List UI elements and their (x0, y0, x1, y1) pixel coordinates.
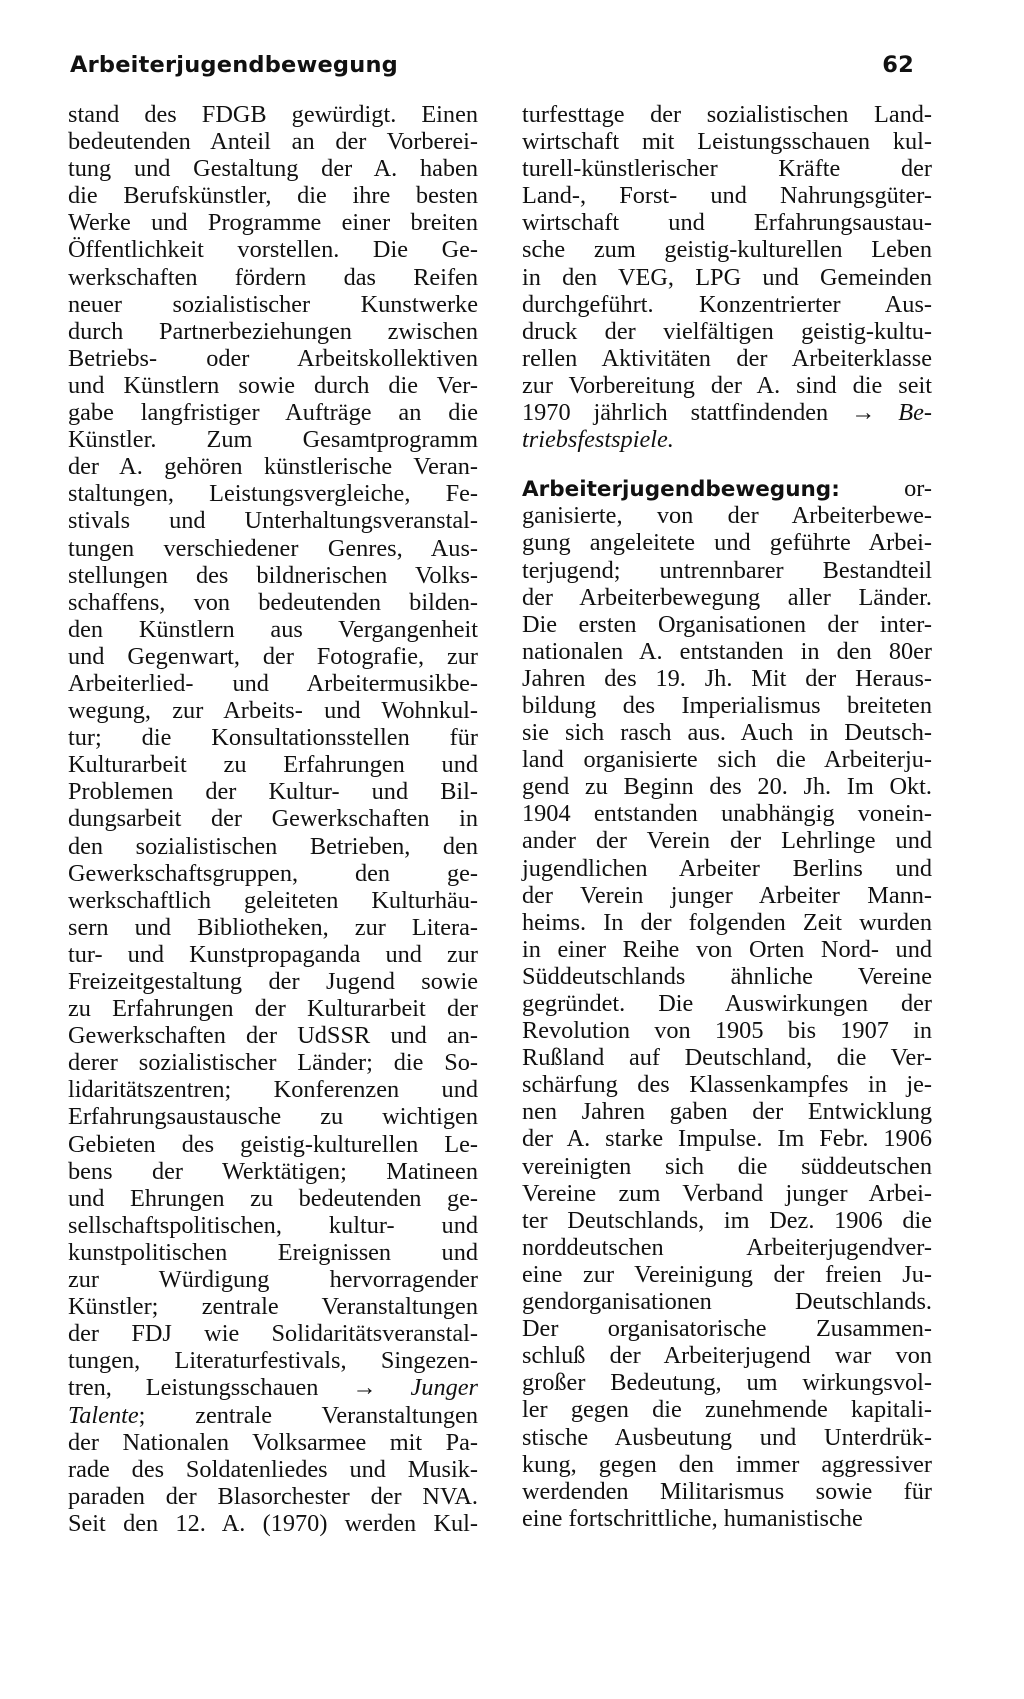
text-line: tung und Gestaltung der A. haben (68, 155, 478, 183)
entry-arbeiterjugendbewegung (522, 475, 932, 1532)
text-line: Werke und Programme einer breiten (68, 209, 478, 237)
text-line: tur; die Konsultationsstellen für (68, 724, 478, 752)
text-line: Betriebs- oder Arbeitskollektiven (68, 344, 478, 372)
text-line: Gebieten des geistig-kulturellen Le- (68, 1130, 478, 1158)
entry-headword: Arbeiterjugendbewegung: (522, 477, 840, 503)
text-line: land organisierte sich die Arbeiterju- (522, 746, 932, 774)
text-line: gegründet. Die Auswirkungen der (522, 990, 932, 1017)
text-line: tungen verschiedener Genres, Aus- (68, 534, 478, 562)
text-line: Gewerkschaften der UdSSR und an- (68, 1022, 478, 1050)
text-line: gendorganisationen Deutschlands. (522, 1288, 932, 1316)
text-line: triebsfestspiele. (522, 426, 674, 454)
text-line: zu Erfahrungen der Kulturarbeit der (68, 995, 478, 1023)
text-line: tungen, Literaturfestivals, Singezen- (68, 1347, 478, 1375)
text-line: und Ehrungen zu bedeutenden ge- (68, 1184, 478, 1212)
text-line: schärfung des Klassenkampfes in je- (522, 1071, 932, 1099)
text-line: der A. gehören künstlerische Veran- (68, 453, 478, 481)
text-line: derer sozialistischer Länder; die So- (68, 1049, 478, 1077)
text-line: Jahren des 19. Jh. Mit der Heraus- (522, 664, 932, 692)
text-line: turfesttage der sozialistischen Land- (522, 101, 932, 128)
text-line: neuer sozialistischer Kunstwerke (68, 290, 478, 318)
entry-first-line (522, 475, 932, 502)
text-line: der Nationalen Volksarmee mit Pa- (68, 1428, 478, 1456)
text-line: werdenden Militarismus sowie für (522, 1477, 932, 1505)
text-line: kunstpolitischen Ereignissen und (68, 1238, 478, 1266)
text-line: sie sich rasch aus. Auch in Deutsch- (522, 719, 932, 747)
text-line: der A. starke Impulse. Im Febr. 1906 (522, 1125, 932, 1153)
text-line: Kulturarbeit zu Erfahrungen und (68, 751, 478, 779)
text-line: sern und Bibliotheken, zur Litera- (68, 913, 478, 941)
text-line: und Künstlern sowie durch die Ver- (68, 371, 478, 399)
text-line: zur Würdigung hervorragender (68, 1266, 478, 1294)
text-line: sche zum geistig-kulturellen Leben (522, 236, 932, 264)
text-line: Künstler. Zum Gesamtprogramm (68, 426, 478, 454)
text-line: Problemen der Kultur- und Bil- (68, 778, 478, 806)
text-line: Der organisatorische Zusammen- (522, 1315, 932, 1343)
left-column (68, 101, 478, 1537)
text-line: und Gegenwart, der Fotografie, zur (68, 642, 478, 670)
text-line: Revolution von 1905 bis 1907 in (522, 1017, 932, 1045)
text-line: stische Ausbeutung und Unterdrük- (522, 1423, 932, 1451)
text-line: 1904 entstanden unabhängig vonein- (522, 800, 932, 828)
text-line: ganisierte, von der Arbeiterbewe- (522, 502, 932, 530)
text-line: der Verein junger Arbeiter Mann- (522, 881, 932, 909)
text-line: Die ersten Organisationen der inter- (522, 610, 932, 638)
text-line: jugendlichen Arbeiter Berlins und (522, 854, 932, 882)
text-line: nationalen A. entstanden in den 80er (522, 637, 932, 665)
text-line: bens der Werktätigen; Matineen (68, 1157, 478, 1185)
text-line: gabe langfristiger Aufträge an die (68, 399, 478, 427)
text-line: wegung, zur Arbeits- und Wohnkul- (68, 697, 478, 725)
text-line: nen Jahren gaben der Entwicklung (522, 1098, 932, 1126)
text-line: vereinigten sich die süddeutschen (522, 1152, 932, 1180)
entry-gap (522, 453, 932, 475)
text-line: durch Partnerbeziehungen zwischen (68, 317, 478, 345)
text-line: ter Deutschlands, im Dez. 1906 die (522, 1206, 932, 1234)
text-line: ler gegen die zunehmende kapitali- (522, 1396, 932, 1424)
page-header (70, 52, 914, 86)
text-line: gung angeleitete und geführte Arbei- (522, 529, 932, 557)
text-line: großer Bedeutung, um wirkungsvol- (522, 1369, 932, 1397)
text-line: den sozialistischen Betrieben, den (68, 832, 478, 860)
text-line: Talente; zentrale Veranstaltungen (68, 1401, 478, 1429)
text-line: turell-künstlerischer Kräfte der (522, 155, 932, 183)
text-line: stivals und Unterhaltungsveranstal- (68, 507, 478, 535)
text-line: staltungen, Leistungsvergleiche, Fe- (68, 480, 478, 508)
text-line: werkschaften fördern das Reifen (68, 263, 478, 291)
running-head: Arbeiterjugendbewegung (70, 52, 398, 78)
text-line: rade des Soldatenliedes und Musik- (68, 1455, 478, 1483)
text-line: heims. In der folgenden Zeit wurden (522, 908, 932, 936)
text-line: paraden der Blasorchester der NVA. (68, 1482, 478, 1510)
text-line: eine fortschrittliche, humanistische (522, 1504, 863, 1532)
right-column (522, 101, 932, 1532)
text-line: druck der vielfältigen geistig-kultu- (522, 317, 932, 345)
text-line: Süddeutschlands ähnliche Vereine (522, 962, 932, 990)
text-line: die Berufskünstler, die ihre besten (68, 182, 478, 210)
text-line: Seit den 12. A. (1970) werden Kul- (68, 1509, 478, 1537)
text-line: durchgeführt. Konzentrierter Aus- (522, 290, 932, 318)
text-line: zur Vorbereitung der A. sind die seit (522, 371, 932, 399)
text-line: Freizeitgestaltung der Jugend sowie (68, 968, 478, 995)
text-line: stellungen des bildnerischen Volks- (68, 561, 478, 589)
text-line: werkschaftlich geleiteten Kulturhäu- (68, 886, 478, 914)
text-line: terjugend; untrennbarer Bestandteil (522, 556, 932, 584)
text-line: bildung des Imperialismus breiteten (522, 691, 932, 719)
entry-first-line-rest: or- (904, 475, 932, 503)
text-line: den Künstlern aus Vergangenheit (68, 615, 478, 643)
text-line: eine zur Vereinigung der freien Ju- (522, 1260, 932, 1288)
text-line: Gewerkschaftsgruppen, den ge- (68, 859, 478, 887)
text-line: bedeutenden Anteil an der Vorberei- (68, 128, 478, 156)
text-line: gend zu Beginn des 20. Jh. Im Okt. (522, 773, 932, 801)
text-line: norddeutschen Arbeiterjugendver- (522, 1233, 932, 1261)
text-line: Land-, Forst- und Nahrungsgüter- (522, 182, 932, 210)
text-line: Erfahrungsaustausche zu wichtigen (68, 1103, 478, 1131)
text-line: wirtschaft mit Leistungsschauen kul- (522, 128, 932, 156)
text-line: Künstler; zentrale Veranstaltungen (68, 1293, 478, 1321)
text-line: Vereine zum Verband junger Arbei- (522, 1179, 932, 1207)
text-line: Rußland auf Deutschland, die Ver- (522, 1044, 932, 1072)
text-line: wirtschaft und Erfahrungsaustau- (522, 209, 932, 237)
entry-body (522, 502, 932, 1532)
text-line: 1970 jährlich stattfindenden → Be- (522, 399, 932, 427)
text-line: der FDJ wie Solidaritätsveranstal- (68, 1320, 478, 1348)
text-line: rellen Aktivitäten der Arbeiterklasse (522, 344, 932, 372)
text-line: kung, gegen den immer aggressiver (522, 1450, 932, 1478)
text-line: dungsarbeit der Gewerkschaften in (68, 805, 478, 833)
page-number: 62 (882, 52, 914, 78)
text-line: Arbeiterlied- und Arbeitermusikbe- (68, 669, 478, 697)
text-line: Öffentlichkeit vorstellen. Die Ge- (68, 236, 478, 264)
text-line: schaffens, von bedeutenden bilden- (68, 588, 478, 616)
text-line: lidaritätszentren; Konferenzen und (68, 1076, 478, 1104)
text-line: der Arbeiterbewegung aller Länder. (522, 583, 932, 611)
text-line: tren, Leistungsschauen → Junger (68, 1374, 478, 1402)
text-line: schluß der Arbeiterjugend war von (522, 1342, 932, 1370)
text-line: in den VEG, LPG und Gemeinden (522, 263, 932, 291)
text-line: sellschaftspolitischen, kultur- und (68, 1211, 478, 1239)
continued-entry-text (522, 101, 932, 453)
text-line: ander der Verein der Lehrlinge und (522, 827, 932, 855)
text-line: stand des FDGB gewürdigt. Einen (68, 101, 478, 128)
text-line: tur- und Kunstpropaganda und zur (68, 940, 478, 968)
text-line: in einer Reihe von Orten Nord- und (522, 935, 932, 963)
